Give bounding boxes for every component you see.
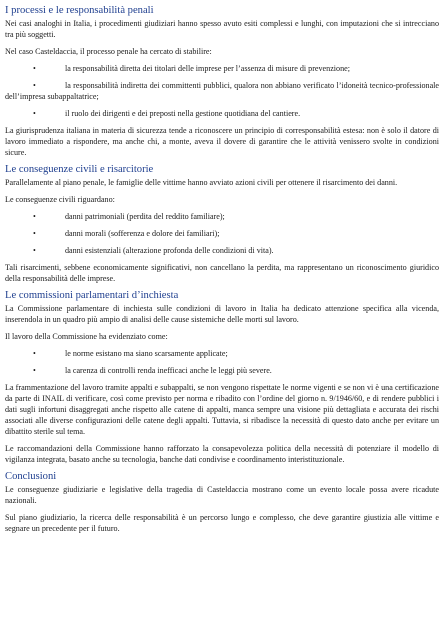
bullet-icon: • (33, 212, 36, 221)
paragraph: Tali risarcimenti, sebbene economicamente significativi, non cancellano la perdita, ma rappresentano un riconoscimento giuridico della responsabilità delle imprese. (5, 263, 439, 283)
bullet-list (5, 348, 439, 376)
bullet-icon: • (33, 349, 36, 358)
list-item: • la responsabilità indiretta dei committenti pubblici, qualora non abbiano verificato l’idoneità tecnico-professionale dell’impresa subappaltatrice; (5, 81, 439, 101)
bullet-icon: • (33, 81, 36, 90)
paragraph: Il lavoro della Commissione ha evidenziato come: (5, 332, 168, 341)
paragraph: La giurisprudenza italiana in materia di sicurezza tende a riconoscere un principio di corresponsabilità estesa: non è solo il datore di lavoro immediato a rispondere, ma anche chi, a monte, aveva il dovere di garantire che le attività venissero svolte in condizioni sicure. (5, 126, 439, 157)
list-item: • danni esistenziali (alterazione profonda delle condizioni di vita). (33, 246, 274, 255)
paragraph: Nei casi analoghi in Italia, i procedimenti giudiziari hanno spesso avuto esiti complessi e lunghi, con imputazioni che si intrecciano tra più soggetti. (5, 19, 439, 39)
list-item: • il ruolo dei dirigenti e dei preposti nella gestione quotidiana del cantiere. (33, 109, 301, 118)
section-heading-processi: I processi e le responsabilità penali (5, 5, 154, 16)
bullet-icon: • (33, 366, 36, 375)
paragraph: Nel caso Casteldaccia, il processo penale ha cercato di stabilire: (5, 47, 212, 56)
paragraph: Parallelamente al piano penale, le famiglie delle vittime hanno avviato azioni civili per ottenere il risarcimento dei danni. (5, 178, 398, 187)
bullet-icon: • (33, 229, 36, 238)
paragraph: Le conseguenze giudiziarie e legislative della tragedia di Casteldaccia mostrano come un evento locale possa avere ricadute nazionali. (5, 485, 439, 505)
paragraph: La frammentazione del lavoro tramite appalti e subappalti, se non vengono rispettate le norme vigenti e se non vi è una certificazione da parte di INAIL di verificare, così come previsto per norma e ribadito con l’ordine del giorno n. 9/1946/60, e di rendere pubblici i dati sugli infortuni disaggregati anche rispetto alle catene di appalti, manca sempre una visione più dettagliata e accurata dei rischi associati alle diverse configurazioni delle catene degli appalti. Tuttavia, si ribadisce la necessità di questo dato anche per evitare un dibattito sterile sul tema. (5, 383, 439, 436)
section-heading-commissioni: Le commissioni parlamentari d’inchiesta (5, 290, 179, 301)
bullet-icon: • (33, 246, 36, 255)
section-heading-civili: Le conseguenze civili e risarcitorie (5, 164, 154, 175)
list-item: • le norme esistano ma siano scarsamente applicate; (33, 349, 228, 358)
paragraph: Le raccomandazioni della Commissione hanno rafforzato la consapevolezza politica della necessità di potenziare il modello di vigilanza integrata, basato anche su tecnologia, banche dati condivise e coordinamento interistituzionale. (5, 444, 439, 464)
bullet-icon: • (33, 64, 36, 73)
bullet-list (5, 63, 439, 119)
paragraph: Le conseguenze civili riguardano: (5, 195, 115, 204)
section-heading-conclusioni: Conclusioni (5, 471, 57, 482)
list-item: • danni patrimoniali (perdita del reddito familiare); (33, 212, 225, 221)
paragraph: La Commissione parlamentare di inchiesta sulle condizioni di lavoro in Italia ha dedicato attenzione specifica alla vicenda, inserendola in un quadro più ampio di analisi delle cause sistemiche delle morti sul lavoro. (5, 304, 439, 324)
bullet-icon: • (33, 109, 36, 118)
list-item: • la responsabilità diretta dei titolari delle imprese per l’assenza di misure di prevenzione; (33, 64, 350, 73)
bullet-list (5, 211, 439, 256)
list-item: • danni morali (sofferenza e dolore dei familiari); (33, 229, 220, 238)
list-item: • la carenza di controlli renda inefficaci anche le leggi più severe. (33, 366, 272, 375)
paragraph: Sul piano giudiziario, la ricerca delle responsabilità è un percorso lungo e complesso, che deve garantire giustizia alle vittime e segnare un precedente per il futuro. (5, 513, 439, 533)
